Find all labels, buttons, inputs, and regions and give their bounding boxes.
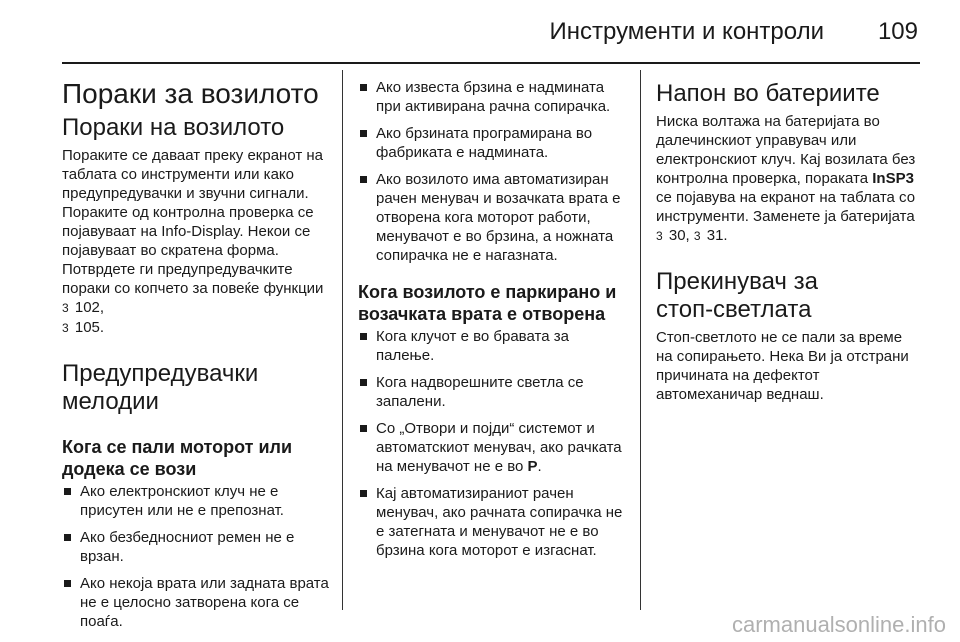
list-item (358, 78, 624, 116)
bullet-square-icon (360, 176, 367, 183)
list-item (62, 528, 332, 566)
page-ref-link[interactable]: 31. (706, 227, 728, 244)
bullet-square-icon (64, 534, 71, 541)
paragraph-vehicle-messages (62, 146, 332, 338)
title-line: Предупредувачки (62, 360, 259, 387)
list-item-text: Со „Отвори и појди“ системот и автоматскиот менувач, ако рачката на менувачот не е во (376, 420, 622, 475)
paragraph-battery (656, 112, 920, 246)
bullet-square-icon (360, 425, 367, 432)
bullet-list (358, 327, 624, 560)
list-item: Со „Отвори и појди“ системот и автоматскиот менувач, ако рачката на менувачот не е во P. (358, 419, 624, 476)
list-item (358, 124, 624, 162)
heading-line: Кога се пали моторот или (62, 437, 293, 457)
page-ref-link[interactable]: 105. (74, 319, 105, 336)
header-rule (62, 62, 920, 64)
column-1 (62, 70, 332, 639)
ref-arrow-icon: 3 (62, 301, 69, 315)
ref-arrow-icon: 3 (656, 229, 663, 243)
list-item-text: Ако возилото има автоматизиран рачен менувач и возачката врата е отворена кога моторот работи, менувачот е во брзина, а ножната сопирачка не е нагазната. (376, 171, 621, 264)
list-item-text: Кај автоматизираниот рачен менувач, ако рачната сопирачка не е затегната и менувачот не е во брзина кога моторот е изгаснат. (376, 485, 623, 559)
heading-line: додека се вози (62, 459, 197, 479)
list-item (358, 484, 624, 560)
list-item (358, 327, 624, 365)
bullet-square-icon (64, 580, 71, 587)
bullet-square-icon (360, 130, 367, 137)
bullet-square-icon (360, 379, 367, 386)
gear-p-label: P (527, 458, 538, 475)
paragraph-text: Ниска волтажа на батеријата во далечинскиот управувач или електронскиот клуч. Кај возилата без контролна проверка, пораката (656, 113, 916, 187)
heading-parked-door-open (358, 281, 624, 325)
list-item (358, 170, 624, 265)
list-item-text: Кога надворешните светла се запалени. (376, 374, 584, 410)
section-title: Пораки за возилото (62, 78, 319, 109)
page-ref-link[interactable]: 102, (74, 299, 105, 316)
page-number: 109 (877, 18, 918, 45)
title-line: стоп-светлата (656, 296, 812, 323)
subsection-title-vehicle-messages: Пораки на возилото (62, 114, 285, 141)
column-2 (358, 78, 624, 568)
subsection-title-battery-voltage: Напон во батериите (656, 80, 880, 107)
list-item (62, 574, 332, 631)
ref-arrow-icon: 3 (62, 321, 69, 335)
list-item (62, 482, 332, 520)
title-line: мелодии (62, 388, 159, 415)
list-item-text: Ако некоја врата или задната врата не е целосно затворена кога се поаѓа. (80, 575, 329, 630)
bullet-square-icon (360, 333, 367, 340)
column-3 (656, 70, 920, 404)
heading-line: возачката врата е отворена (358, 304, 606, 324)
heading-line: Кога возилото е паркирано и (358, 282, 617, 302)
ref-arrow-icon: 3 (693, 229, 701, 243)
subsection-title-brake-light-switch (656, 268, 920, 324)
bullet-list (358, 78, 624, 265)
header-title: Инструменти и контроли (549, 18, 824, 45)
list-item-text: Ако безбедносниот ремен не е врзан. (80, 529, 295, 565)
column-divider-2 (640, 70, 641, 610)
heading-engine-start (62, 436, 332, 480)
paragraph-text: се појавува на екранот на таблата со инструменти. Заменете ја батеријата (656, 189, 916, 225)
list-item-text: Ако брзината програмирана во фабриката е надмината. (376, 125, 593, 161)
list-item-text: Кога клучот е во бравата за палење. (376, 328, 569, 364)
column-divider-1 (342, 70, 343, 610)
page-ref-link[interactable]: 30, (668, 227, 690, 244)
list-item-text: Ако известа брзина е надмината при активирана рачна сопирачка. (376, 79, 611, 115)
paragraph-text: Пораките се даваат преку екранот на таблата со инструменти или како предупредувачки и звучни сигнали. Пораките од контролна проверка се појавуваат на Info-Display. Некои се појавуваат во скратена форма. Потврдете ги предупредувачките пораки со копчето за повеќе функции (62, 147, 324, 297)
bullet-square-icon (360, 84, 367, 91)
list-item-text: Ако електронскиот клуч не е присутен или не е препознат. (80, 483, 284, 519)
watermark: carmanualsonline.info (731, 612, 946, 637)
page-header (62, 14, 920, 58)
bullet-square-icon (64, 488, 71, 495)
list-item (358, 373, 624, 411)
bullet-list (62, 482, 332, 631)
paragraph-brake-light: Стоп-светлото не се пали за време на сопирањето. Нека Ви ја отстрани причината на дефектот автомеханичар веднаш. (656, 329, 909, 403)
message-code: InSP3 (872, 170, 914, 187)
bullet-square-icon (360, 490, 367, 497)
title-line: Прекинувач за (656, 268, 818, 295)
subsection-title-warning-chimes (62, 360, 332, 416)
